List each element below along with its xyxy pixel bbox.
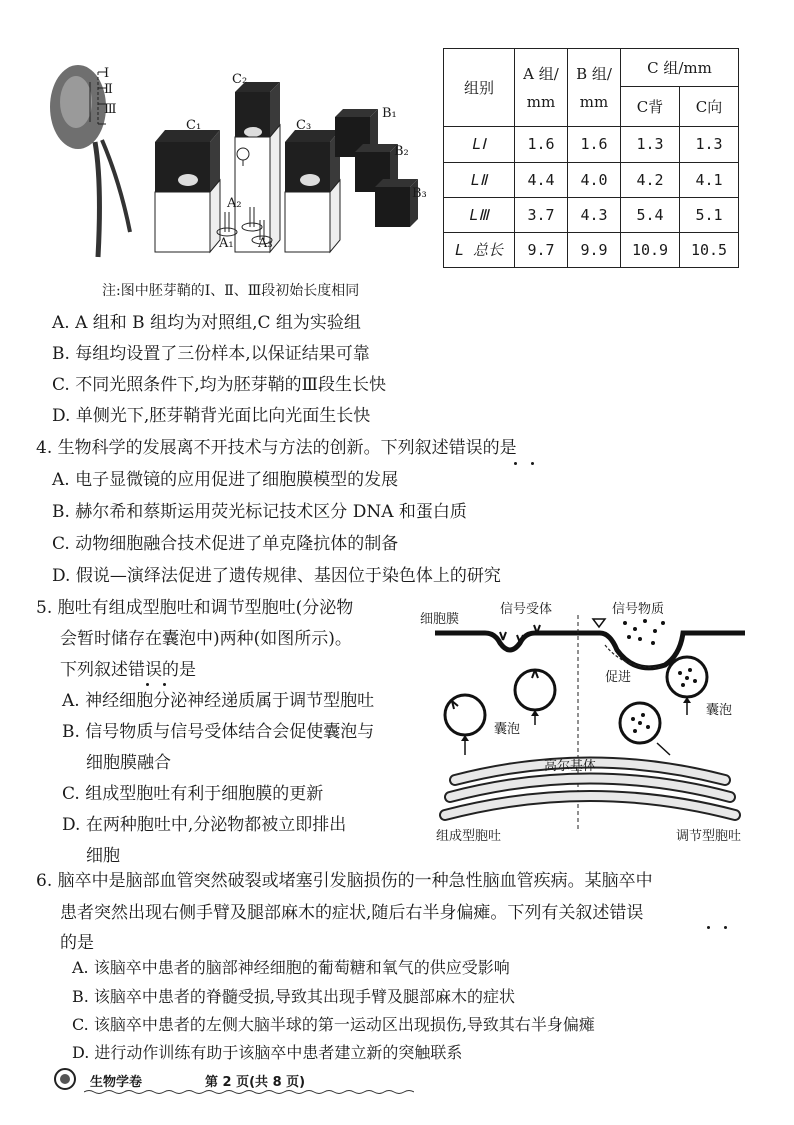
q6-option-a: A. 该脑卒中患者的脑部神经细胞的葡萄糖和氧气的供应受影响: [72, 958, 510, 977]
emphasis-dot: [707, 926, 710, 929]
label-b2: B₂: [394, 144, 409, 159]
header-c: C 组/mm: [621, 49, 739, 87]
label-golgi: 高尔基体: [544, 759, 597, 774]
label-a1: A₁: [219, 236, 234, 251]
q5-stem-line-1: 5. 胞吐有组成型胞吐和调节型胞吐(分泌物: [36, 598, 354, 618]
q4-stem: 4. 生物科学的发展离不开技术与方法的创新。下列叙述错误的是: [36, 438, 517, 458]
label-vesicle-left: 囊泡: [494, 722, 521, 737]
header-c-face: C向: [680, 87, 739, 127]
table-row: LⅡ 4.4 4.0 4.2 4.1: [444, 162, 739, 197]
header-b: B 组/ mm: [568, 49, 621, 127]
label-b3: B₃: [412, 186, 427, 201]
table-row: L 总长 9.7 9.9 10.9 10.5: [444, 232, 739, 267]
label-signal: 信号物质: [612, 602, 665, 617]
emphasis-dot: [514, 462, 517, 465]
emphasis-dot: [724, 926, 727, 929]
q6-option-c: C. 该脑卒中患者的左侧大脑半球的第一运动区出现损伤,导致其右半身偏瘫: [72, 1015, 595, 1034]
exocytosis-figure: [425, 595, 755, 845]
label-membrane: 细胞膜: [420, 612, 460, 627]
q3-option-a: A. A 组和 B 组均为对照组,C 组为实验组: [52, 313, 361, 333]
header-c-back: C背: [621, 87, 680, 127]
coleoptile-experiment-figure: [40, 62, 440, 272]
q5-option-b: B. 信号物质与信号受体结合会促使囊泡与: [62, 722, 375, 742]
footer-page-number: 第 2 页(共 8 页): [205, 1075, 306, 1090]
q5-option-b-cont: 细胞膜融合: [86, 753, 171, 773]
label-vesicle-right: 囊泡: [706, 703, 733, 718]
label-receptor: 信号受体: [500, 602, 553, 617]
q4-option-c: C. 动物细胞融合技术促进了单克隆抗体的制备: [52, 534, 399, 554]
label-b1: B₁: [382, 106, 397, 121]
coleoptile-drawing: [50, 65, 130, 257]
header-a: A 组/ mm: [515, 49, 568, 127]
q4-option-d: D. 假说—演绎法促进了遗传规律、基因位于染色体上的研究: [52, 566, 501, 586]
q6-stem-line-1: 6. 脑卒中是脑部血管突然破裂或堵塞引发脑损伤的一种急性脑血管疾病。某脑卒中: [36, 871, 653, 891]
label-segment-iii: Ⅲ: [104, 102, 117, 117]
header-group: 组别: [444, 49, 515, 127]
q6-option-b: B. 该脑卒中患者的脊髓受损,导致其出现手臂及腿部麻木的症状: [72, 987, 516, 1006]
label-a2: A₂: [227, 196, 242, 211]
q4-option-a: A. 电子显微镜的应用促进了细胞膜模型的发展: [52, 470, 399, 490]
emphasis-dot: [163, 683, 166, 686]
box-c3: [285, 130, 340, 252]
label-segment-ii: Ⅱ: [104, 82, 113, 97]
emphasis-dot: [146, 683, 149, 686]
q6-option-d: D. 进行动作训练有助于该脑卒中患者建立新的突触联系: [72, 1043, 463, 1062]
label-c3: C₃: [296, 118, 312, 133]
label-regulated: 调节型胞吐: [676, 829, 742, 844]
footer-subject: 生物学卷: [90, 1075, 143, 1090]
q3-option-d: D. 单侧光下,胚芽鞘背光面比向光面生长快: [52, 406, 371, 426]
q5-option-d: D. 在两种胞吐中,分泌物都被立即排出: [62, 815, 347, 835]
q4-option-b: B. 赫尔希和蔡斯运用荧光标记技术区分 DNA 和蛋白质: [52, 502, 467, 522]
label-constitutive: 组成型胞吐: [436, 829, 502, 844]
group-b-boxes: [335, 109, 418, 227]
page-logo-icon: [52, 1066, 78, 1092]
figure-note: 注:图中胚芽鞘的Ⅰ、Ⅱ、Ⅲ段初始长度相同: [102, 283, 360, 299]
q5-option-a: A. 神经细胞分泌神经递质属于调节型胞吐: [62, 691, 375, 711]
label-promote: 促进: [605, 670, 632, 685]
q5-option-c: C. 组成型胞吐有利于细胞膜的更新: [62, 784, 324, 804]
table-row: LⅢ 3.7 4.3 5.4 5.1: [444, 197, 739, 232]
label-c1: C₁: [186, 118, 202, 133]
label-a3: A₃: [258, 236, 273, 251]
q5-option-d-cont: 细胞: [86, 846, 120, 866]
q3-option-b: B. 每组均设置了三份样本,以保证结果可靠: [52, 344, 370, 364]
label-segment-i: Ⅰ: [104, 66, 110, 81]
table-row: LⅠ 1.6 1.6 1.3 1.3: [444, 127, 739, 162]
box-c1: [155, 130, 220, 252]
q5-stem-line-3: 下列叙述错误的是: [60, 660, 196, 680]
emphasis-dot: [531, 462, 534, 465]
growth-data-table: [443, 48, 739, 268]
q6-stem-line-2: 患者突然出现右侧手臂及腿部麻木的症状,随后右半身偏瘫。下列有关叙述错误: [60, 903, 644, 923]
q3-option-c: C. 不同光照条件下,均为胚芽鞘的Ⅲ段生长快: [52, 375, 387, 395]
q6-stem-line-3: 的是: [60, 933, 94, 953]
label-c2: C₂: [232, 72, 248, 87]
q5-stem-line-2: 会暂时储存在囊泡中)两种(如图所示)。: [60, 629, 352, 649]
footer-wavy-line: [84, 1089, 414, 1095]
